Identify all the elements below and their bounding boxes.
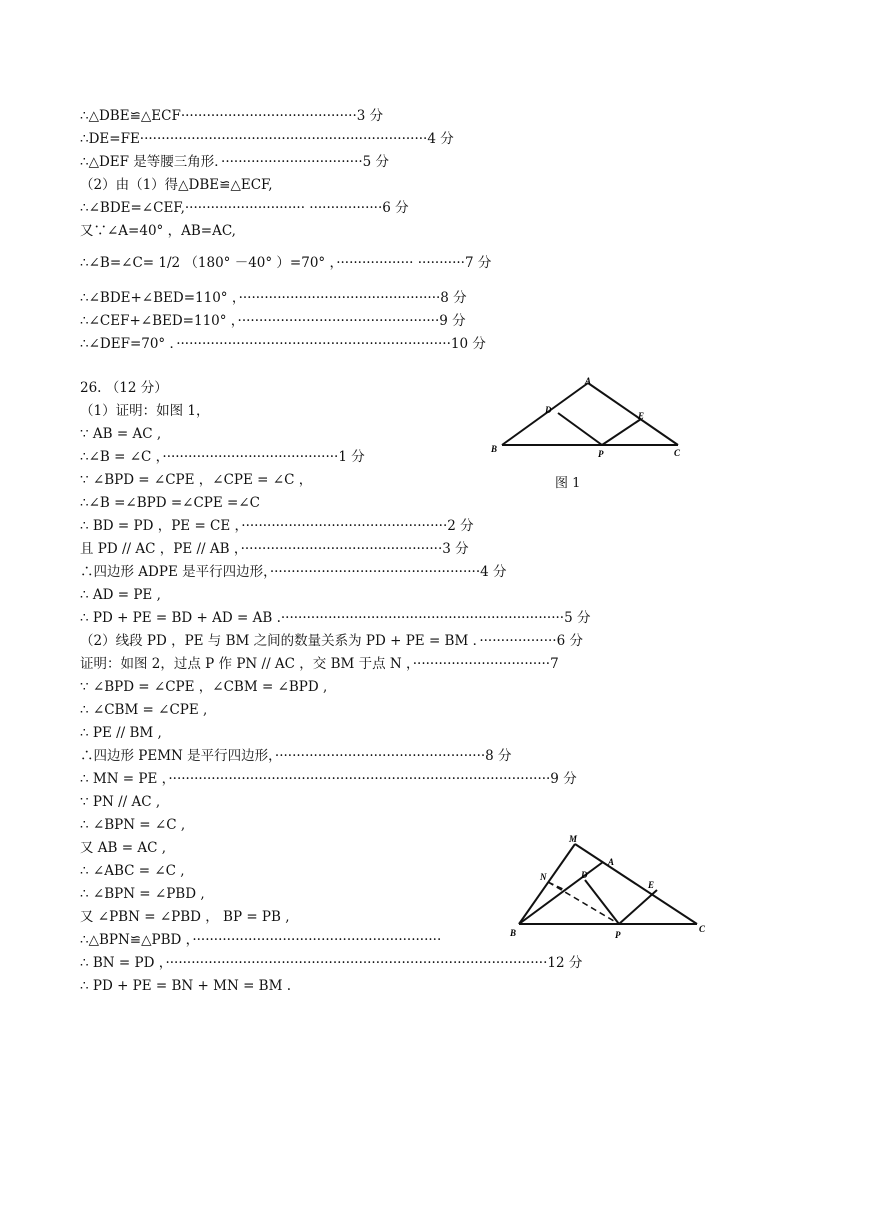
text-line: ∴∠BDE+∠BED=110° ，···············································8 分 <box>80 290 467 306</box>
text-line: 又∵∠A=40° ，AB=AC, <box>80 223 236 239</box>
question-number: 26. （12 分） <box>80 380 168 396</box>
text-line: 又 ∠PBN = ∠PBD ， BP = PB , <box>80 909 290 925</box>
text-line: ∴∠BDE=∠CEF,···························· ·················6 分 <box>80 200 409 216</box>
figure-1-triangle <box>488 375 693 465</box>
text-line: ∴△DBE≌△ECF·········································3 分 <box>80 108 384 124</box>
label-d: D <box>545 405 552 415</box>
text-line: ∴∠B=∠C= 1/2 （180° －40° ）=70° ，·················· ···········7 分 <box>80 255 492 271</box>
text-line: ∴四边形 PEMN 是平行四边形，·················································8 分 <box>80 748 512 764</box>
text-line: ∴ MN = PE ，·························································································9 分 <box>80 771 577 787</box>
label-c: C <box>674 448 681 458</box>
text-line: ∵ ∠BPD = ∠CPE ，∠CBM = ∠BPD , <box>80 679 328 695</box>
text-line: ∴ PE // BM , <box>80 725 162 741</box>
text-line: 又 AB = AC , <box>80 840 167 856</box>
label-b: B <box>491 444 498 454</box>
text-line: ∴DE=FE···································································4 分 <box>80 131 454 147</box>
text-line: （1）证明：如图 1， <box>80 403 210 419</box>
label-d: D <box>581 870 588 880</box>
text-line: ∴∠CEF+∠BED=110° ，···············································9 分 <box>80 313 466 329</box>
figure-1-caption: 图 1 <box>555 476 581 491</box>
label-b: B <box>510 928 517 938</box>
text-line: ∴∠B = ∠C ，·········································1 分 <box>80 449 365 465</box>
text-line: ∴四边形 ADPE 是平行四边形，·················································4 分 <box>80 564 507 580</box>
label-a: A <box>585 376 592 386</box>
label-p: P <box>598 449 604 459</box>
text-line: ∵ PN // AC , <box>80 794 161 810</box>
text-line: 且 PD // AC ，PE // AB ，···············································3 分 <box>80 541 469 557</box>
text-line: ∴ ∠BPN = ∠PBD , <box>80 886 205 902</box>
text-line: ∴ ∠CBM = ∠CPE , <box>80 702 208 718</box>
text-line: 证明：如图 2，过点 P 作 PN // AC ，交 BM 于点 N ，································7 <box>80 656 559 672</box>
text-line: ∵ AB = AC , <box>80 426 162 442</box>
label-p: P <box>615 930 621 940</box>
label-e: E <box>638 411 645 421</box>
text-line: ∴ ∠ABC = ∠C , <box>80 863 185 879</box>
label-n: N <box>540 872 547 882</box>
figure-2-triangle <box>505 832 720 944</box>
text-line: ∴ AD = PE , <box>80 587 161 603</box>
text-line: ∴△DEF 是等腰三角形．·································5 分 <box>80 154 390 170</box>
text-line: ∴ BD = PD ，PE = CE ，················································2 分 <box>80 518 474 534</box>
label-m: M <box>569 834 578 844</box>
text-line: ∴ PD + PE = BN + MN = BM . <box>80 978 291 994</box>
text-line: ∵ ∠BPD = ∠CPE ，∠CPE = ∠C ， <box>80 472 313 488</box>
text-line: ∴∠B =∠BPD =∠CPE =∠C <box>80 495 260 511</box>
text-line: （2）由（1）得△DBE≌△ECF, <box>80 177 273 193</box>
label-e: E <box>648 880 655 890</box>
text-line: ∴ ∠BPN = ∠C , <box>80 817 186 833</box>
text-line: （2）线段 PD ，PE 与 BM 之间的数量关系为 PD + PE = BM ．··················6 分 <box>80 633 583 649</box>
text-line: ∴△BPN≌△PBD ，·························································· <box>80 932 442 948</box>
text-line: ∴ BN = PD ，·························································································12 分 <box>80 955 583 971</box>
text-line: ∴∠DEF=70° ．································································10 分 <box>80 336 486 352</box>
label-a: A <box>608 857 615 867</box>
label-c: C <box>699 924 706 934</box>
text-line: ∴ PD + PE = BD + AD = AB .··································································5 分 <box>80 610 591 626</box>
